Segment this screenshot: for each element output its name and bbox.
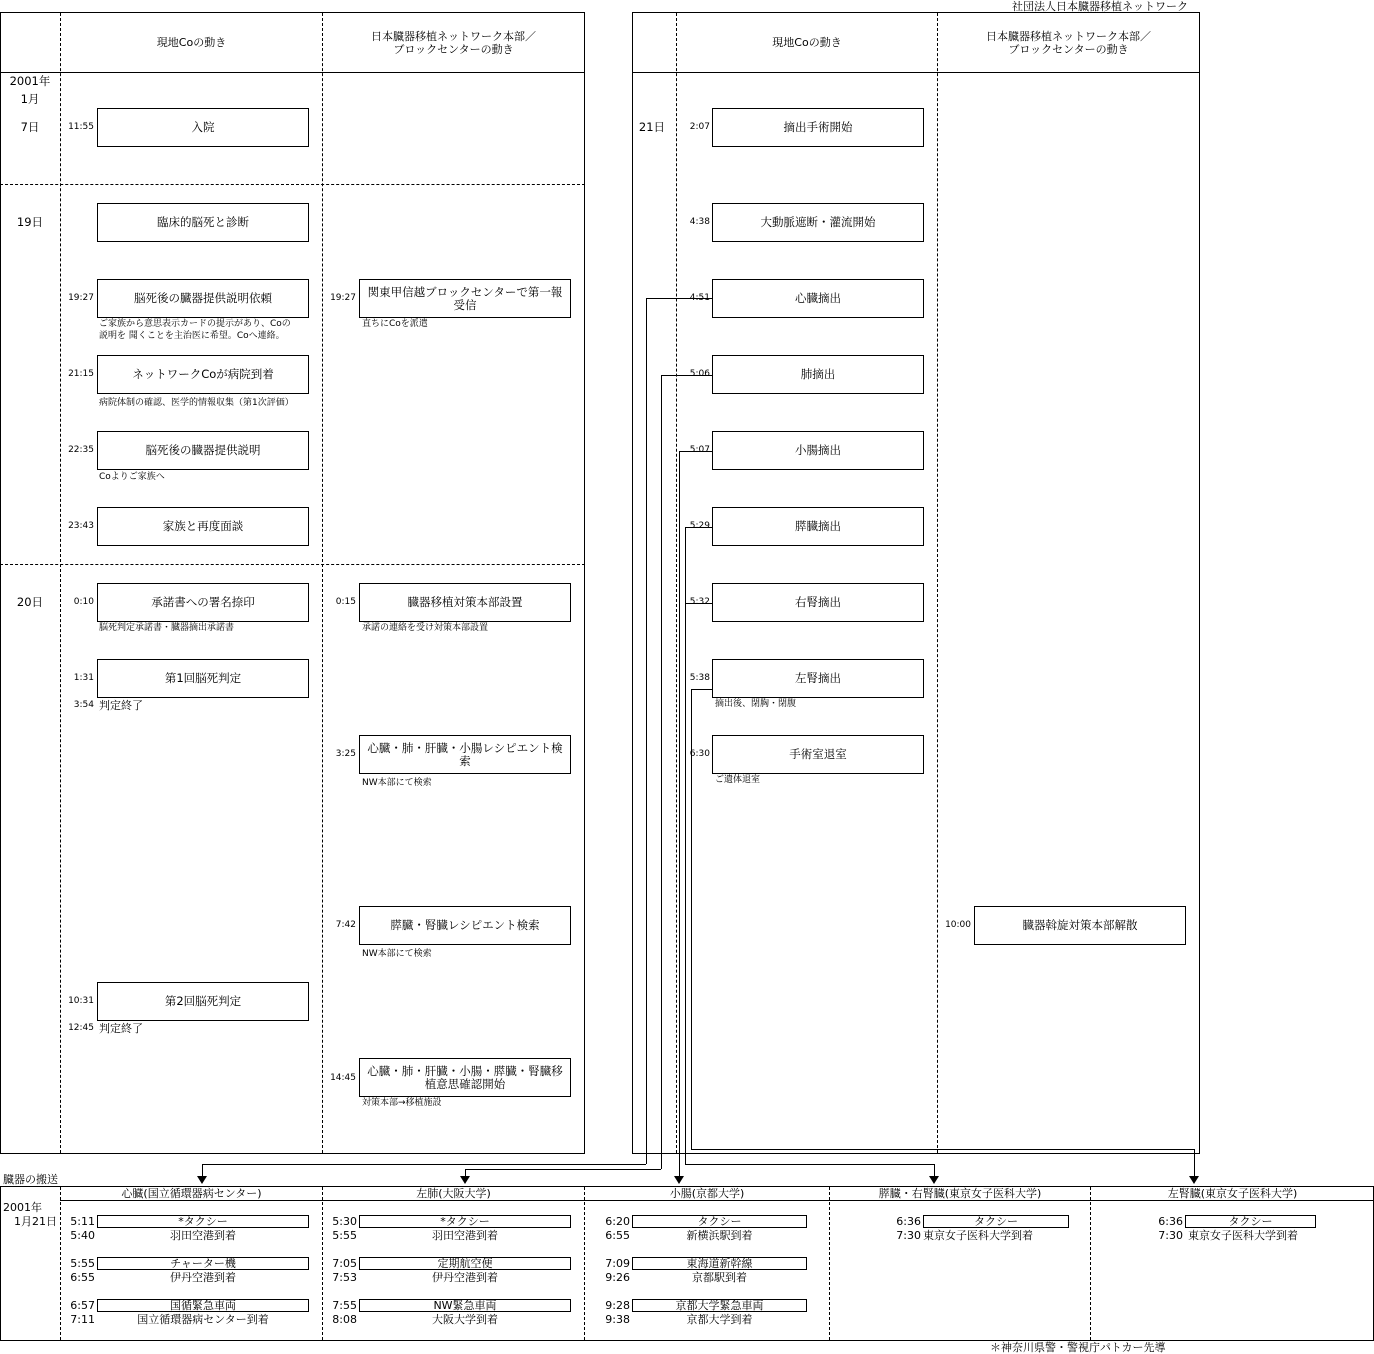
transport-col-title: 左肺(大阪大学)	[416, 1187, 491, 1200]
event-box: 臓器移植対策本部設置	[359, 583, 571, 622]
event-note: 脳死判定承諾書・臓器摘出承諾書	[99, 623, 235, 633]
divider	[584, 1187, 585, 1340]
transport-mode: NW緊急車両	[359, 1299, 571, 1312]
event-time: 2:07	[689, 122, 710, 132]
transport-dest: 伊丹空港到着	[432, 1271, 498, 1284]
transport-date: 1月21日	[14, 1215, 57, 1228]
header-rule	[632, 72, 1200, 73]
event-box: 小腸摘出	[712, 431, 924, 470]
event-time: 3:25	[335, 749, 356, 759]
transport-time: 6:57	[70, 1299, 95, 1312]
transport-dest: 東京女子医科大学到着	[1188, 1229, 1298, 1242]
day-label-19: 19日	[16, 215, 44, 229]
event-note: ご家族から意思表示カードの提示があり、Coの	[99, 319, 291, 329]
connector-line	[202, 1164, 203, 1176]
transport-time: 9:28	[605, 1299, 630, 1312]
connector-line	[202, 1164, 646, 1165]
arrow-icon	[197, 1176, 207, 1184]
transport-time: 7:30	[896, 1229, 921, 1242]
transport-time: 8:08	[332, 1313, 357, 1326]
transport-time: 6:36	[1158, 1215, 1183, 1228]
event-box: 脳死後の臓器提供説明依頼	[97, 279, 309, 318]
event-box: 関東甲信越ブロックセンターで第一報受信	[359, 279, 571, 318]
event-time: 21:15	[68, 369, 94, 379]
divider	[676, 13, 677, 1153]
event-time: 5:38	[689, 673, 710, 683]
event-time: 23:43	[68, 521, 94, 531]
transport-footnote: ＊神奈川県警・警視庁パトカー先導	[990, 1341, 1166, 1354]
transport-col-title: 心臓(国立循環器病センター)	[121, 1187, 262, 1200]
transport-time: 5:55	[70, 1257, 95, 1270]
connector-line	[685, 527, 712, 528]
event-box: 家族と再度面談	[97, 507, 309, 546]
event-box: 大動脈遮断・灌流開始	[712, 203, 924, 242]
transport-year: 2001年	[3, 1201, 42, 1214]
transport-dest: 京都大学到着	[686, 1313, 753, 1326]
event-box: 心臓・肺・肝臓・小腸・膵臓・腎臓移植意思確認開始	[359, 1058, 571, 1097]
event-box: 入院	[97, 108, 309, 147]
transport-time: 6:20	[605, 1215, 630, 1228]
note-time: 12:45	[68, 1023, 94, 1033]
header-network-line1: 日本臓器移植ネットワーク本部／	[986, 30, 1151, 43]
arrow-icon	[674, 1176, 684, 1184]
transport-time: 9:38	[605, 1313, 630, 1326]
event-box: 摘出手術開始	[712, 108, 924, 147]
event-time: 1:31	[73, 673, 94, 683]
event-note: 承諾の連絡を受け対策本部設置	[362, 623, 489, 633]
transport-dest: 羽田空港到着	[432, 1229, 498, 1242]
transport-dest: 京都駅到着	[692, 1271, 747, 1284]
note-time: 3:54	[73, 700, 94, 710]
transport-mode: *タクシー	[97, 1215, 309, 1228]
connector-line	[465, 1169, 661, 1170]
event-time: 5:07	[689, 445, 710, 455]
connector-line	[691, 1149, 1194, 1150]
event-time: 5:32	[689, 597, 710, 607]
event-note: 判定終了	[99, 1022, 143, 1035]
event-time: 0:15	[335, 597, 356, 607]
transport-header-rule	[60, 1200, 1374, 1201]
event-time: 10:31	[68, 996, 94, 1006]
transport-time: 5:11	[70, 1215, 95, 1228]
event-note: 直ちにCoを派遣	[362, 319, 428, 329]
event-time: 11:55	[68, 122, 94, 132]
transport-mode: 定期航空便	[359, 1257, 571, 1270]
event-note: 病院体制の確認、医学的情報収集（第1次評価）	[99, 398, 294, 408]
divider	[829, 1187, 830, 1340]
transport-time: 7:05	[332, 1257, 357, 1270]
connector-line	[661, 375, 662, 1169]
transport-time: 7:11	[70, 1313, 95, 1326]
transport-time: 5:30	[332, 1215, 357, 1228]
event-box: 承諾書への署名捺印	[97, 583, 309, 622]
connector-line	[691, 689, 712, 690]
event-box: 左腎摘出	[712, 659, 924, 698]
transport-col-title: 小腸(京都大学)	[669, 1187, 745, 1200]
day-separator	[0, 564, 585, 565]
arrow-icon	[929, 1176, 939, 1184]
event-box: 臓器斡旋対策本部解散	[974, 906, 1186, 945]
transport-mode: 京都大学緊急車両	[632, 1299, 807, 1312]
event-time: 19:27	[330, 293, 356, 303]
connector-line	[465, 1169, 466, 1176]
transport-time: 7:53	[332, 1271, 357, 1284]
event-box: 脳死後の臓器提供説明	[97, 431, 309, 470]
arrow-icon	[1189, 1176, 1199, 1184]
transport-dest: 新横浜駅到着	[686, 1229, 753, 1242]
transport-col-title: 左腎臓(東京女子医科大学)	[1167, 1187, 1298, 1200]
event-box: 膵臓・腎臓レシピエント検索	[359, 906, 571, 945]
transport-mode: *タクシー	[359, 1215, 571, 1228]
divider	[1090, 1187, 1091, 1340]
transport-mode: 東海道新幹線	[632, 1257, 807, 1270]
header-rule	[0, 72, 585, 73]
connector-line	[661, 375, 712, 376]
transport-col-title: 膵臓・右腎臓(東京女子医科大学)	[878, 1187, 1042, 1200]
event-time: 6:30	[689, 749, 710, 759]
transport-mode: チャーター機	[97, 1257, 309, 1270]
connector-line	[934, 1164, 935, 1176]
connector-line	[685, 603, 712, 604]
transport-dest: 羽田空港到着	[170, 1229, 236, 1242]
event-box: 右腎摘出	[712, 583, 924, 622]
transport-mode: タクシー	[632, 1215, 807, 1228]
event-time: 10:00	[945, 920, 971, 930]
transport-mode: 国循緊急車両	[97, 1299, 309, 1312]
connector-line	[1194, 1149, 1195, 1176]
event-note: 摘出後、閉胸・閉腹	[715, 699, 797, 709]
header-network-line1: 日本臓器移植ネットワーク本部／	[371, 30, 536, 43]
event-box: 第1回脳死判定	[97, 659, 309, 698]
transport-time: 6:36	[896, 1215, 921, 1228]
connector-line	[685, 527, 686, 1164]
event-box: 臨床的脳死と診断	[97, 203, 309, 242]
connector-line	[691, 689, 692, 1149]
event-time: 0:10	[73, 597, 94, 607]
event-box: 膵臓摘出	[712, 507, 924, 546]
transport-time: 6:55	[70, 1271, 95, 1284]
event-box: 心臓摘出	[712, 279, 924, 318]
year-label: 2001年	[9, 74, 51, 88]
event-box: 手術室退室	[712, 735, 924, 774]
transport-mode: タクシー	[1185, 1215, 1316, 1228]
connector-line	[679, 451, 680, 1176]
event-note: Coよりご家族へ	[99, 472, 165, 482]
month-label: 1月	[20, 92, 40, 106]
event-time: 7:42	[335, 920, 356, 930]
divider	[937, 13, 938, 1153]
transport-time: 5:55	[332, 1229, 357, 1242]
header-local-co: 現地Coの動き	[772, 36, 842, 49]
transport-time: 5:40	[70, 1229, 95, 1242]
event-time: 22:35	[68, 445, 94, 455]
transport-dest: 東京女子医科大学到着	[923, 1229, 1033, 1242]
event-note: NW本部にて検索	[362, 778, 432, 788]
arrow-icon	[460, 1176, 470, 1184]
event-note: ご遺体退室	[715, 775, 761, 785]
transport-time: 9:26	[605, 1271, 630, 1284]
event-box: 心臓・肺・肝臓・小腸レシピエント検索	[359, 735, 571, 774]
transport-time: 7:09	[605, 1257, 630, 1270]
org-name: 社団法人日本臓器移植ネットワーク	[1012, 0, 1188, 13]
transport-time: 7:30	[1158, 1229, 1183, 1242]
event-note: NW本部にて検索	[362, 949, 432, 959]
transport-dest: 国立循環器病センター到着	[137, 1313, 269, 1326]
header-network-line2: ブロックセンターの動き	[1008, 43, 1129, 56]
transport-dest: 大阪大学到着	[432, 1313, 498, 1326]
event-time: 4:51	[689, 293, 710, 303]
transport-title: 臓器の搬送	[3, 1173, 58, 1186]
event-note: 説明を 聞くことを主治医に希望。Coへ連絡。	[99, 331, 285, 341]
event-time: 4:38	[689, 217, 710, 227]
header-local-co: 現地Coの動き	[156, 36, 227, 49]
transport-time: 6:55	[605, 1229, 630, 1242]
connector-line	[685, 1164, 934, 1165]
connector-line	[646, 298, 712, 299]
day-label-20: 20日	[16, 595, 44, 609]
event-time: 5:06	[689, 369, 710, 379]
event-box: 肺摘出	[712, 355, 924, 394]
connector-line	[679, 451, 712, 452]
connector-line	[646, 298, 647, 1164]
day-separator	[0, 184, 585, 185]
transport-dest: 伊丹空港到着	[170, 1271, 236, 1284]
event-time: 19:27	[68, 293, 94, 303]
transport-mode: タクシー	[923, 1215, 1069, 1228]
event-note: 判定終了	[99, 699, 143, 712]
event-box: 第2回脳死判定	[97, 982, 309, 1021]
day-label-7: 7日	[20, 120, 40, 134]
event-time: 14:45	[330, 1073, 356, 1083]
event-box: ネットワークCoが病院到着	[97, 355, 309, 394]
header-network-line2: ブロックセンターの動き	[393, 43, 514, 56]
event-note: 対策本部→移植施設	[362, 1098, 442, 1108]
day-label-21: 21日	[638, 120, 666, 134]
event-time: 5:29	[689, 521, 710, 531]
transport-time: 7:55	[332, 1299, 357, 1312]
